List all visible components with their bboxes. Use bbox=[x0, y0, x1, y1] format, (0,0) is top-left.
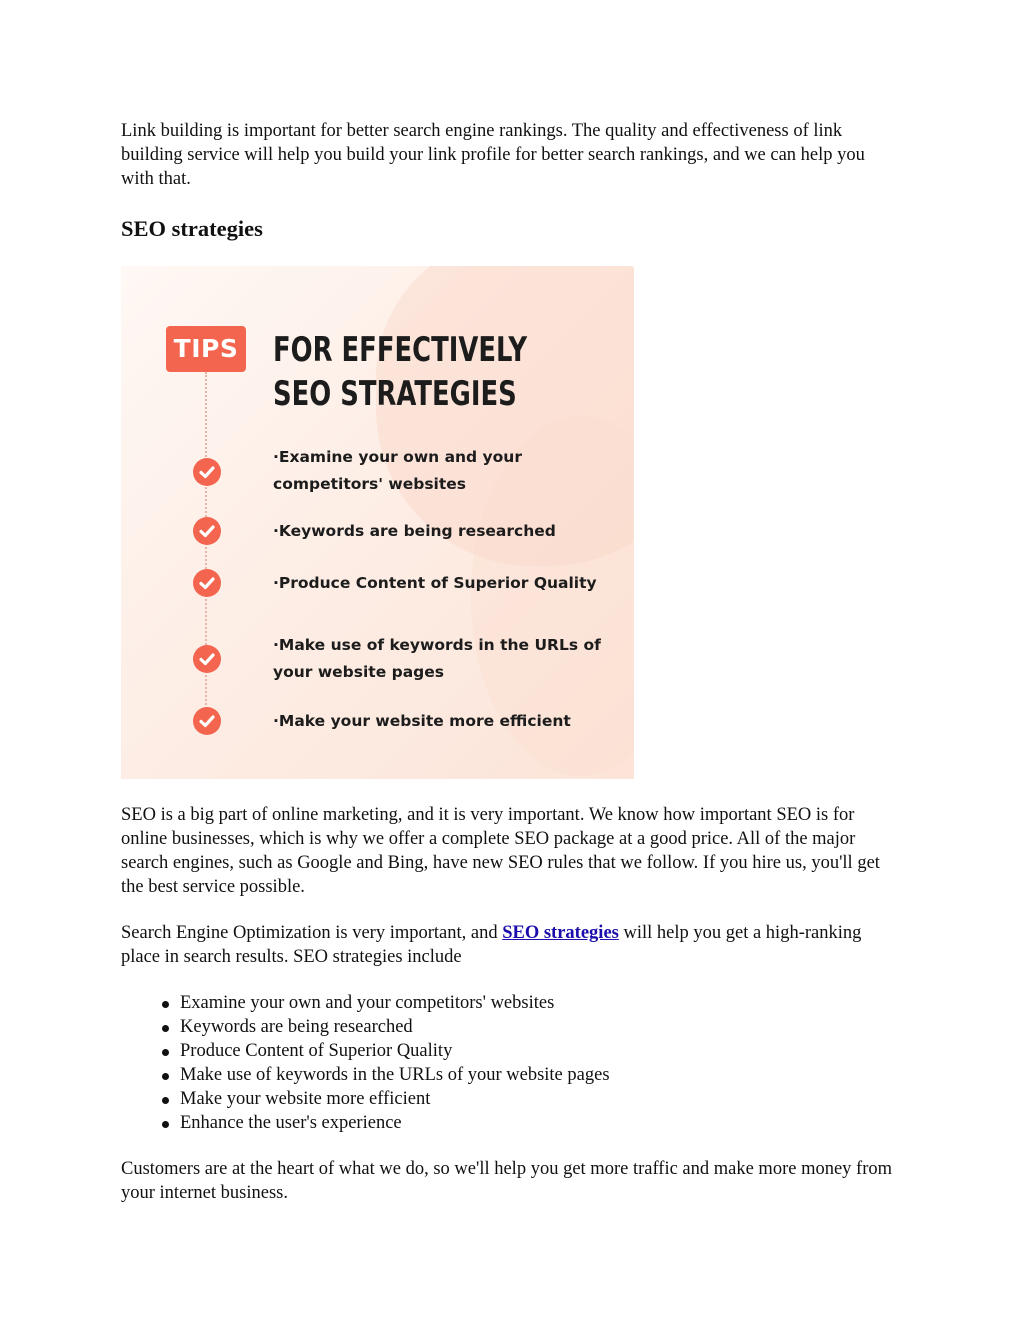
list-item: Keywords are being researched bbox=[180, 1015, 901, 1039]
tip-line: ·Make use of keywords in the URLs of bbox=[273, 636, 601, 654]
tip-line: ·Produce Content of Superior Quality bbox=[273, 574, 597, 592]
section-heading: SEO strategies bbox=[121, 216, 263, 241]
tip-line: ·Keywords are being researched bbox=[273, 522, 556, 540]
infographic-tip bbox=[273, 708, 613, 735]
seo-strategies-link[interactable]: SEO strategies bbox=[502, 923, 619, 943]
intro-paragraph: Link building is important for better search engine rankings. The quality and effectiveness of link building service will help you build your link profile for better search rankings, and we can help you with that. bbox=[121, 121, 865, 189]
paragraph-text: will help you get a high-ranking place in search results. SEO strategies include bbox=[121, 923, 862, 967]
dotted-timeline bbox=[205, 372, 207, 732]
infographic-tip bbox=[273, 632, 613, 686]
tips-badge: TIPS bbox=[166, 326, 246, 372]
seo-tips-infographic bbox=[121, 266, 634, 779]
infographic-tip bbox=[273, 570, 613, 597]
tip-line: ·Examine your own and your bbox=[273, 448, 522, 466]
infographic-title bbox=[273, 328, 528, 416]
list-item: Enhance the user's experience bbox=[180, 1111, 901, 1135]
strategies-list bbox=[121, 991, 901, 1135]
closing-paragraph: Customers are at the heart of what we do, so we'll help you get more traffic and make more money from your internet business. bbox=[121, 1159, 893, 1203]
list-item: Examine your own and your competitors' websites bbox=[180, 991, 901, 1015]
list-item: Produce Content of Superior Quality bbox=[180, 1039, 901, 1063]
infographic-tip bbox=[273, 444, 613, 498]
tip-line: ·Make your website more efficient bbox=[273, 712, 571, 730]
paragraph-text: Search Engine Optimization is very important, and bbox=[121, 923, 503, 943]
check-circle-icon bbox=[193, 707, 221, 735]
list-item: Make use of keywords in the URLs of your website pages bbox=[180, 1063, 901, 1087]
check-circle-icon bbox=[193, 645, 221, 673]
list-item: Make your website more efficient bbox=[180, 1087, 901, 1111]
infographic-title-line: SEO STRATEGIES bbox=[273, 374, 517, 414]
document-page bbox=[121, 119, 901, 1205]
check-circle-icon bbox=[193, 517, 221, 545]
infographic-title-line: FOR EFFECTIVELY bbox=[273, 330, 528, 370]
check-circle-icon bbox=[193, 458, 221, 486]
tip-line: your website pages bbox=[273, 663, 444, 681]
seo-strategies-paragraph bbox=[121, 921, 901, 969]
infographic-tip bbox=[273, 518, 613, 545]
seo-importance-paragraph: SEO is a big part of online marketing, and it is very important. We know how important SEO is for online businesses, which is why we offer a complete SEO package at a good price. All of the major search engines, such as Google and Bing, have new SEO rules that we follow. If you hire us, you'll get the best service possible. bbox=[121, 805, 880, 897]
check-circle-icon bbox=[193, 569, 221, 597]
tip-line: competitors' websites bbox=[273, 475, 467, 493]
